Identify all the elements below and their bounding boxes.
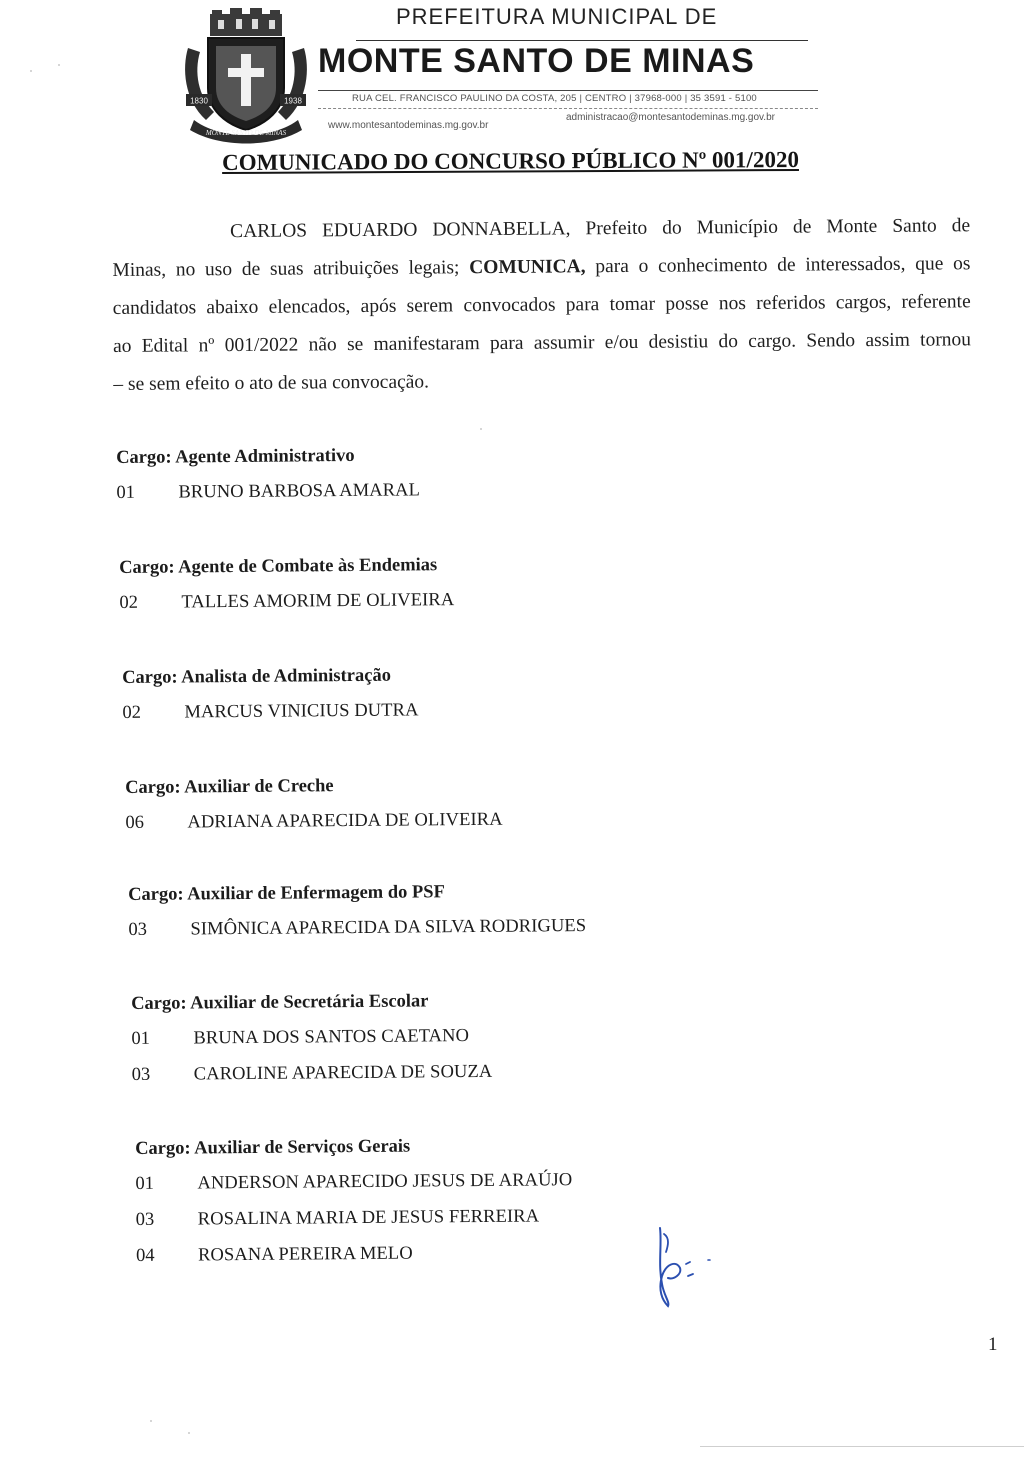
scan-edge-line xyxy=(700,1446,1024,1447)
candidate-name: BRUNA DOS SANTOS CAETANO xyxy=(193,1026,470,1049)
crest-year-left: 1830 xyxy=(190,96,208,106)
header-rule xyxy=(356,40,808,41)
candidate-name: MARCUS VINICIUS DUTRA xyxy=(184,700,419,723)
candidate-row xyxy=(122,689,822,731)
email-address: administracao@montesantodeminas.mg.gov.br xyxy=(566,112,775,123)
candidate-name: SIMÔNICA APARECIDA DA SILVA RODRIGUES xyxy=(190,916,587,940)
candidate-number: 01 xyxy=(135,1173,155,1194)
candidate-name: ANDERSON APARECIDO JESUS DE ARAÚJO xyxy=(197,1170,573,1194)
candidate-row xyxy=(131,1015,831,1057)
candidate-name: ADRIANA APARECIDA DE OLIVEIRA xyxy=(187,809,503,833)
candidate-row xyxy=(128,906,828,948)
candidate-number: 01 xyxy=(116,482,136,503)
paragraph-bold-text: COMUNICA, xyxy=(469,256,586,279)
cargo-section xyxy=(122,655,823,731)
header-dashed-rule xyxy=(318,108,818,109)
cargo-section xyxy=(131,981,832,1093)
cargo-heading: Cargo: Agente de Combate às Endemias xyxy=(119,555,438,578)
candidate-row xyxy=(135,1160,835,1202)
cargo-heading: Cargo: Agente Administrativo xyxy=(116,445,355,468)
cargo-heading: Cargo: Auxiliar de Serviços Gerais xyxy=(135,1136,411,1159)
municipal-crest-icon xyxy=(180,8,312,144)
candidate-number: 04 xyxy=(135,1245,155,1266)
candidate-name: TALLES AMORIM DE OLIVEIRA xyxy=(181,590,455,613)
candidate-row xyxy=(125,799,825,841)
candidate-number: 06 xyxy=(125,812,145,833)
cargo-section xyxy=(125,765,826,841)
candidate-row xyxy=(132,1051,832,1093)
cargo-heading: Cargo: Auxiliar de Creche xyxy=(125,776,334,798)
page-number: 1 xyxy=(988,1334,998,1355)
paragraph-text: Minas, no uso de suas atribuições legais; xyxy=(112,257,470,281)
cargo-section xyxy=(128,872,829,948)
paragraph-line: ao Edital nº 001/2022 não se manifestaram para assumir e/ou desistiu do cargo. Sendo assim tornou xyxy=(112,329,972,357)
municipality-label: PREFEITURA MUNICIPAL DE xyxy=(396,4,718,29)
cargo-heading: Cargo: Auxiliar de Enfermagem do PSF xyxy=(128,882,445,905)
cargo-section xyxy=(135,1126,836,1274)
candidate-number: 03 xyxy=(128,919,148,940)
candidate-row xyxy=(119,579,819,621)
crest-ribbon-text: MONTE SANTO DE MINAS xyxy=(205,129,287,137)
candidate-row xyxy=(116,469,816,511)
candidate-name: ROSALINA MARIA DE JESUS FERREIRA xyxy=(197,1206,540,1230)
scan-speck xyxy=(58,64,60,66)
handwritten-signature-icon xyxy=(646,1224,718,1308)
candidate-number: 03 xyxy=(131,1064,151,1085)
candidate-number: 03 xyxy=(135,1209,155,1230)
candidate-number: 01 xyxy=(131,1028,151,1049)
scan-speck xyxy=(480,428,482,430)
address-line: RUA CEL. FRANCISCO PAULINO DA COSTA, 205 | CENTRO | 37968-000 | 35 3591 - 5100 xyxy=(352,93,757,104)
cargo-heading: Cargo: Auxiliar de Secretária Escolar xyxy=(131,991,429,1014)
cargo-heading: Cargo: Analista de Administração xyxy=(122,665,391,688)
candidate-name: BRUNO BARBOSA AMARAL xyxy=(178,480,421,503)
document-title: COMUNICADO DO CONCURSO PÚBLICO Nº 001/2020 xyxy=(222,146,799,175)
cargo-section xyxy=(119,545,820,621)
paragraph-line: – se sem efeito o ato de sua convocação. xyxy=(113,371,430,395)
candidate-number: 02 xyxy=(119,592,139,613)
scan-speck xyxy=(150,1420,152,1422)
paragraph-text: para o conhecimento de interessados, que os xyxy=(585,253,971,278)
candidate-row xyxy=(136,1196,836,1238)
candidate-row xyxy=(136,1232,836,1274)
candidate-number: 02 xyxy=(122,702,142,723)
body-paragraph xyxy=(112,207,971,404)
scan-speck xyxy=(188,1432,190,1434)
candidate-name: ROSANA PEREIRA MELO xyxy=(197,1243,413,1266)
paragraph-line: CARLOS EDUARDO DONNABELLA, Prefeito do Município de Monte Santo de xyxy=(230,215,971,243)
website-address: www.montesantodeminas.mg.gov.br xyxy=(328,120,489,131)
crest-year-right: 1938 xyxy=(284,96,302,106)
scan-speck xyxy=(30,70,32,72)
cargo-section xyxy=(116,435,817,511)
header-rule xyxy=(318,90,818,91)
paragraph-line: candidatos abaixo elencados, após serem convocados para tomar posse nos referidos cargos, referente xyxy=(112,291,971,319)
city-name: MONTE SANTO DE MINAS xyxy=(318,42,755,80)
candidate-name: CAROLINE APARECIDA DE SOUZA xyxy=(193,1061,493,1085)
